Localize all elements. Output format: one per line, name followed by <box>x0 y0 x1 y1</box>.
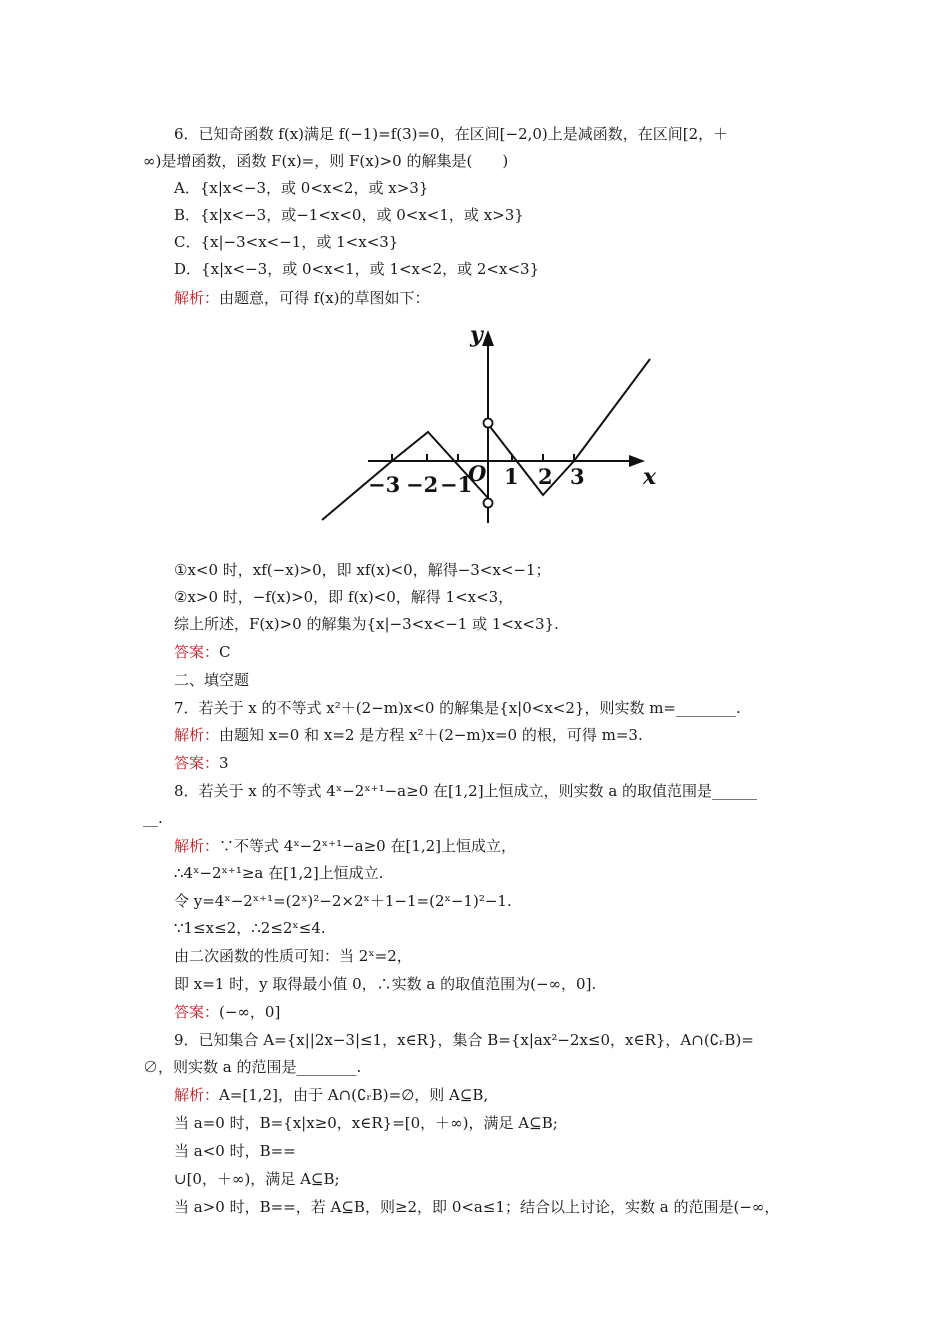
q9-analysis <box>174 1085 814 1105</box>
q9-stem-line1: 9．已知集合 A={x||2x−3|≤1，x∈R}，集合 B={x|ax²−2x≤0，x∈R}，A∩(∁ᵣB)= <box>174 1031 754 1049</box>
answer-value: (−∞，0] <box>219 1003 281 1021</box>
q6-stem-line2: ∞)是增函数，函数 F(x)=，则 F(x)>0 的解集是( ) <box>143 152 509 170</box>
x-axis-label: x <box>643 464 657 490</box>
q8-step-1: ∴4ˣ−2ˣ⁺¹≥a 在[1,2]上恒成立. <box>174 864 384 882</box>
q8-analysis <box>174 836 814 856</box>
q6-answer <box>174 642 814 662</box>
tick-label-neg2: −2 <box>406 472 439 497</box>
q6-step-2: ②x>0 时，−f(x)>0，即 f(x)<0，解得 1<x<3， <box>174 588 514 606</box>
analysis-text: A=[1,2]，由于 A∩(∁ᵣB)=∅，则 A⊆B, <box>219 1086 489 1104</box>
q6-step-3: 综上所述，F(x)>0 的解集为{x|−3<x<−1 或 1<x<3}. <box>174 615 559 633</box>
q8-step-3: ∵1≤x≤2，∴2≤2ˣ≤4. <box>174 919 326 937</box>
analysis-text: 由题知 x=0 和 x=2 是方程 x²＋(2−m)x=0 的根，可得 m=3. <box>219 726 643 744</box>
q6-option-a: A．{x|x<−3，或 0<x<2，或 x>3} <box>174 179 429 197</box>
origin-label: O <box>468 461 487 486</box>
q7-answer <box>174 753 814 773</box>
function-sketch-graph <box>310 318 670 528</box>
analysis-label: 解析： <box>174 1086 220 1104</box>
answer-label: 答案： <box>174 1003 220 1021</box>
tick-label-neg3: −3 <box>368 472 401 497</box>
tick-label-1: 1 <box>504 464 519 489</box>
q8-step-5: 即 x=1 时，y 取得最小值 0，∴实数 a 的取值范围为(−∞，0]. <box>174 975 597 993</box>
y-axis-label: y <box>470 322 483 348</box>
q6-stem-line1: 6．已知奇函数 f(x)满足 f(−1)=f(3)=0，在区间[−2,0)上是减函数，在区间[2，＋ <box>174 125 729 143</box>
tick-label-2: 2 <box>538 464 553 489</box>
q8-step-4: 由二次函数的性质可知：当 2ˣ=2， <box>174 947 412 965</box>
q8-step-2: 令 y=4ˣ−2ˣ⁺¹=(2ˣ)²−2×2ˣ＋1−1=(2ˣ−1)²−1. <box>174 892 512 910</box>
q7-analysis <box>174 725 814 745</box>
tick-label-neg1: −1 <box>440 472 473 497</box>
open-point-upper <box>484 419 493 428</box>
analysis-label: 解析： <box>174 837 220 855</box>
q6-analysis <box>174 288 814 308</box>
answer-value: C <box>219 643 231 661</box>
analysis-text: ∵不等式 4ˣ−2ˣ⁺¹−a≥0 在[1,2]上恒成立， <box>219 837 517 855</box>
q9-step-3: ∪[0，＋∞)，满足 A⊆B; <box>174 1170 340 1188</box>
section-heading: 二、填空题 <box>174 671 250 689</box>
q9-step-1: 当 a=0 时，B={x|x≥0，x∈R}=[0，＋∞)，满足 A⊆B; <box>174 1114 558 1132</box>
q9-step-4: 当 a>0 时，B==，若 A⊆B，则≥2，即 0<a≤1；结合以上讨论，实数 a 的范围是(−∞， <box>174 1198 780 1216</box>
q8-stem-line1: 8．若关于 x 的不等式 4ˣ−2ˣ⁺¹−a≥0 在[1,2]上恒成立，则实数 a 的取值范围是______ <box>174 782 758 800</box>
q7-stem: 7．若关于 x 的不等式 x²＋(2−m)x<0 的解集是{x|0<x<2}，则实数 m=________. <box>174 699 741 717</box>
tick-label-3: 3 <box>570 464 585 489</box>
q6-option-c: C．{x|−3<x<−1，或 1<x<3} <box>174 233 399 251</box>
q8-stem-line2: __. <box>143 809 163 827</box>
q9-stem-line2: ∅，则实数 a 的范围是________. <box>143 1058 362 1076</box>
answer-value: 3 <box>219 754 229 772</box>
answer-label: 答案： <box>174 643 220 661</box>
analysis-text: 由题意，可得 f(x)的草图如下： <box>219 289 430 307</box>
analysis-label: 解析： <box>174 289 220 307</box>
q6-option-b: B．{x|x<−3，或−1<x<0，或 0<x<1，或 x>3} <box>174 206 524 224</box>
analysis-label: 解析： <box>174 726 220 744</box>
open-point-lower <box>484 499 493 508</box>
q6-step-1: ①x<0 时，xf(−x)>0，即 xf(x)<0，解得−3<x<−1； <box>174 561 551 579</box>
y-axis-arrow <box>482 330 494 346</box>
q9-step-2: 当 a<0 时，B== <box>174 1142 296 1160</box>
q8-answer <box>174 1002 814 1022</box>
answer-label: 答案： <box>174 754 220 772</box>
q6-option-d: D．{x|x<−3，或 0<x<1，或 1<x<2，或 2<x<3} <box>174 260 540 278</box>
